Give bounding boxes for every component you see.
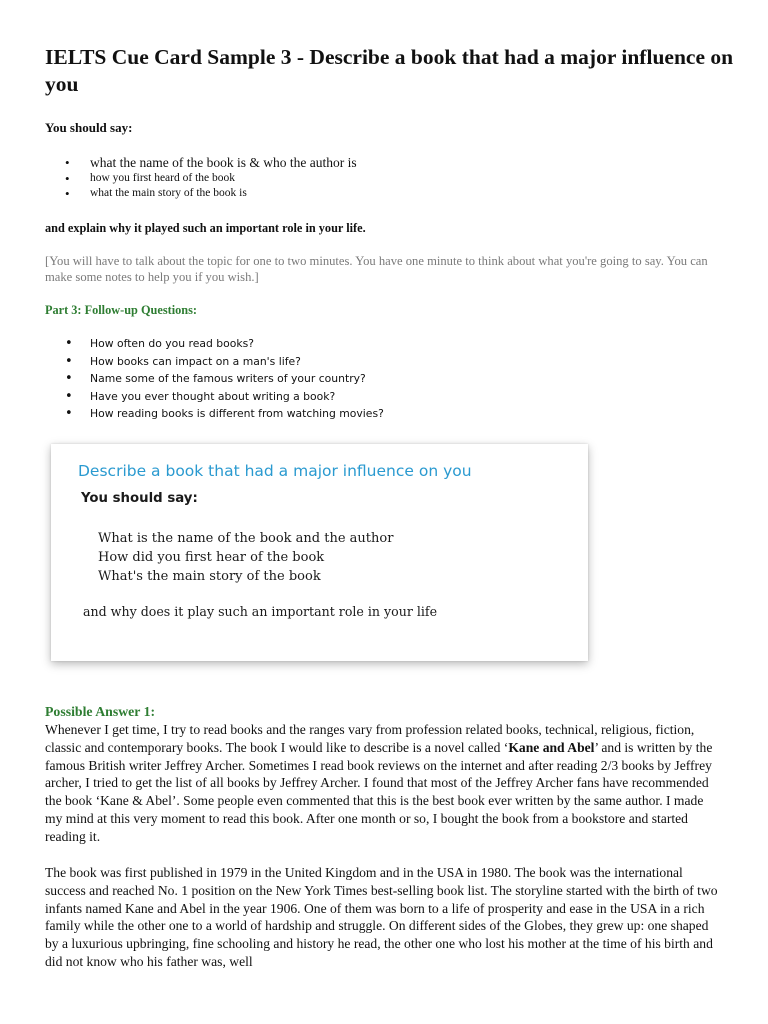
para1-text-a: Whenever I get time, I try to read books and the ranges vary from profession related books, technical, religious, fiction, classic and contemporary books. The book I would like to describe is a novel called ‘	[45, 722, 695, 755]
say-item: • what the main story of the book is	[45, 186, 357, 201]
followup-list	[45, 335, 384, 423]
say-list	[45, 154, 357, 201]
cue-card-item: What is the name of the book and the author	[98, 531, 394, 546]
book-title-bold: Kane and Abel	[508, 739, 595, 755]
answer-heading: Possible Answer 1:	[45, 704, 156, 719]
cue-card-say-label: You should say:	[81, 491, 198, 506]
cue-card-explain: and why does it play such an important role in your life	[83, 604, 438, 619]
cue-card-item: How did you first hear of the book	[98, 550, 325, 565]
followup-question: • How reading books is different from watching movies?	[45, 405, 384, 423]
para1-text-b: ’ and is written by the famous British writer Jeffrey Archer. Sometimes I read book reviews on the internet and after reading 2/3 books by Jeffrey archer, I tried to get the list of all books by Jeffrey Archer. I found that most of the Jeffrey Archer fans have recommended the book ‘Kane & Abel’. Some people even commented that this is the best book ever written by the same author. I made my mind at this very moment to read this book. After one month or so, I bought the book from a bookstore and started reading it.	[45, 739, 713, 844]
followup-question: • Name some of the famous writers of your country?	[45, 370, 384, 388]
followup-question: • How books can impact on a man's life?	[45, 353, 384, 371]
followup-heading: Part 3: Follow-up Questions:	[45, 303, 197, 317]
say-item: • how you first heard of the book	[45, 171, 357, 186]
followup-question: • Have you ever thought about writing a book?	[45, 388, 384, 406]
cue-card-image	[51, 444, 588, 661]
instructions-text: [You will have to talk about the topic for one to two minutes. You have one minute to think about what you're going to say. You can make some notes to help you if you wish.]	[45, 254, 708, 284]
answer-paragraph-1	[45, 721, 721, 846]
followup-question: • How often do you read books?	[45, 335, 384, 353]
explain-line: and explain why it played such an important role in your life.	[45, 221, 366, 235]
you-should-say-label: You should say:	[45, 120, 133, 135]
cue-card-title: Describe a book that had a major influence on you	[78, 462, 472, 480]
page-title: IELTS Cue Card Sample 3 - Describe a book that had a major influence on you	[45, 45, 734, 96]
cue-card-items	[98, 529, 393, 586]
say-item: • what the name of the book is & who the author is	[45, 154, 357, 171]
answer-paragraph-2: The book was first published in 1979 in the United Kingdom and in the USA in 1980. The book was the international success and reached No. 1 position on the New York Times best-selling book list. The storyline started with the birth of two infants named Kane and Abel in the year 1906. One of them was born to a life of prosperity and ease in the USA in a rich family while the other one to a world of hardship and struggle. On different sides of the Globes, they grew up: one shaped by a luxurious upbringing, fine schooling and history he read, the other one who lost his mother at the time of his birth and did not know who his father was, well	[45, 865, 718, 969]
cue-card-item: What's the main story of the book	[98, 569, 321, 584]
